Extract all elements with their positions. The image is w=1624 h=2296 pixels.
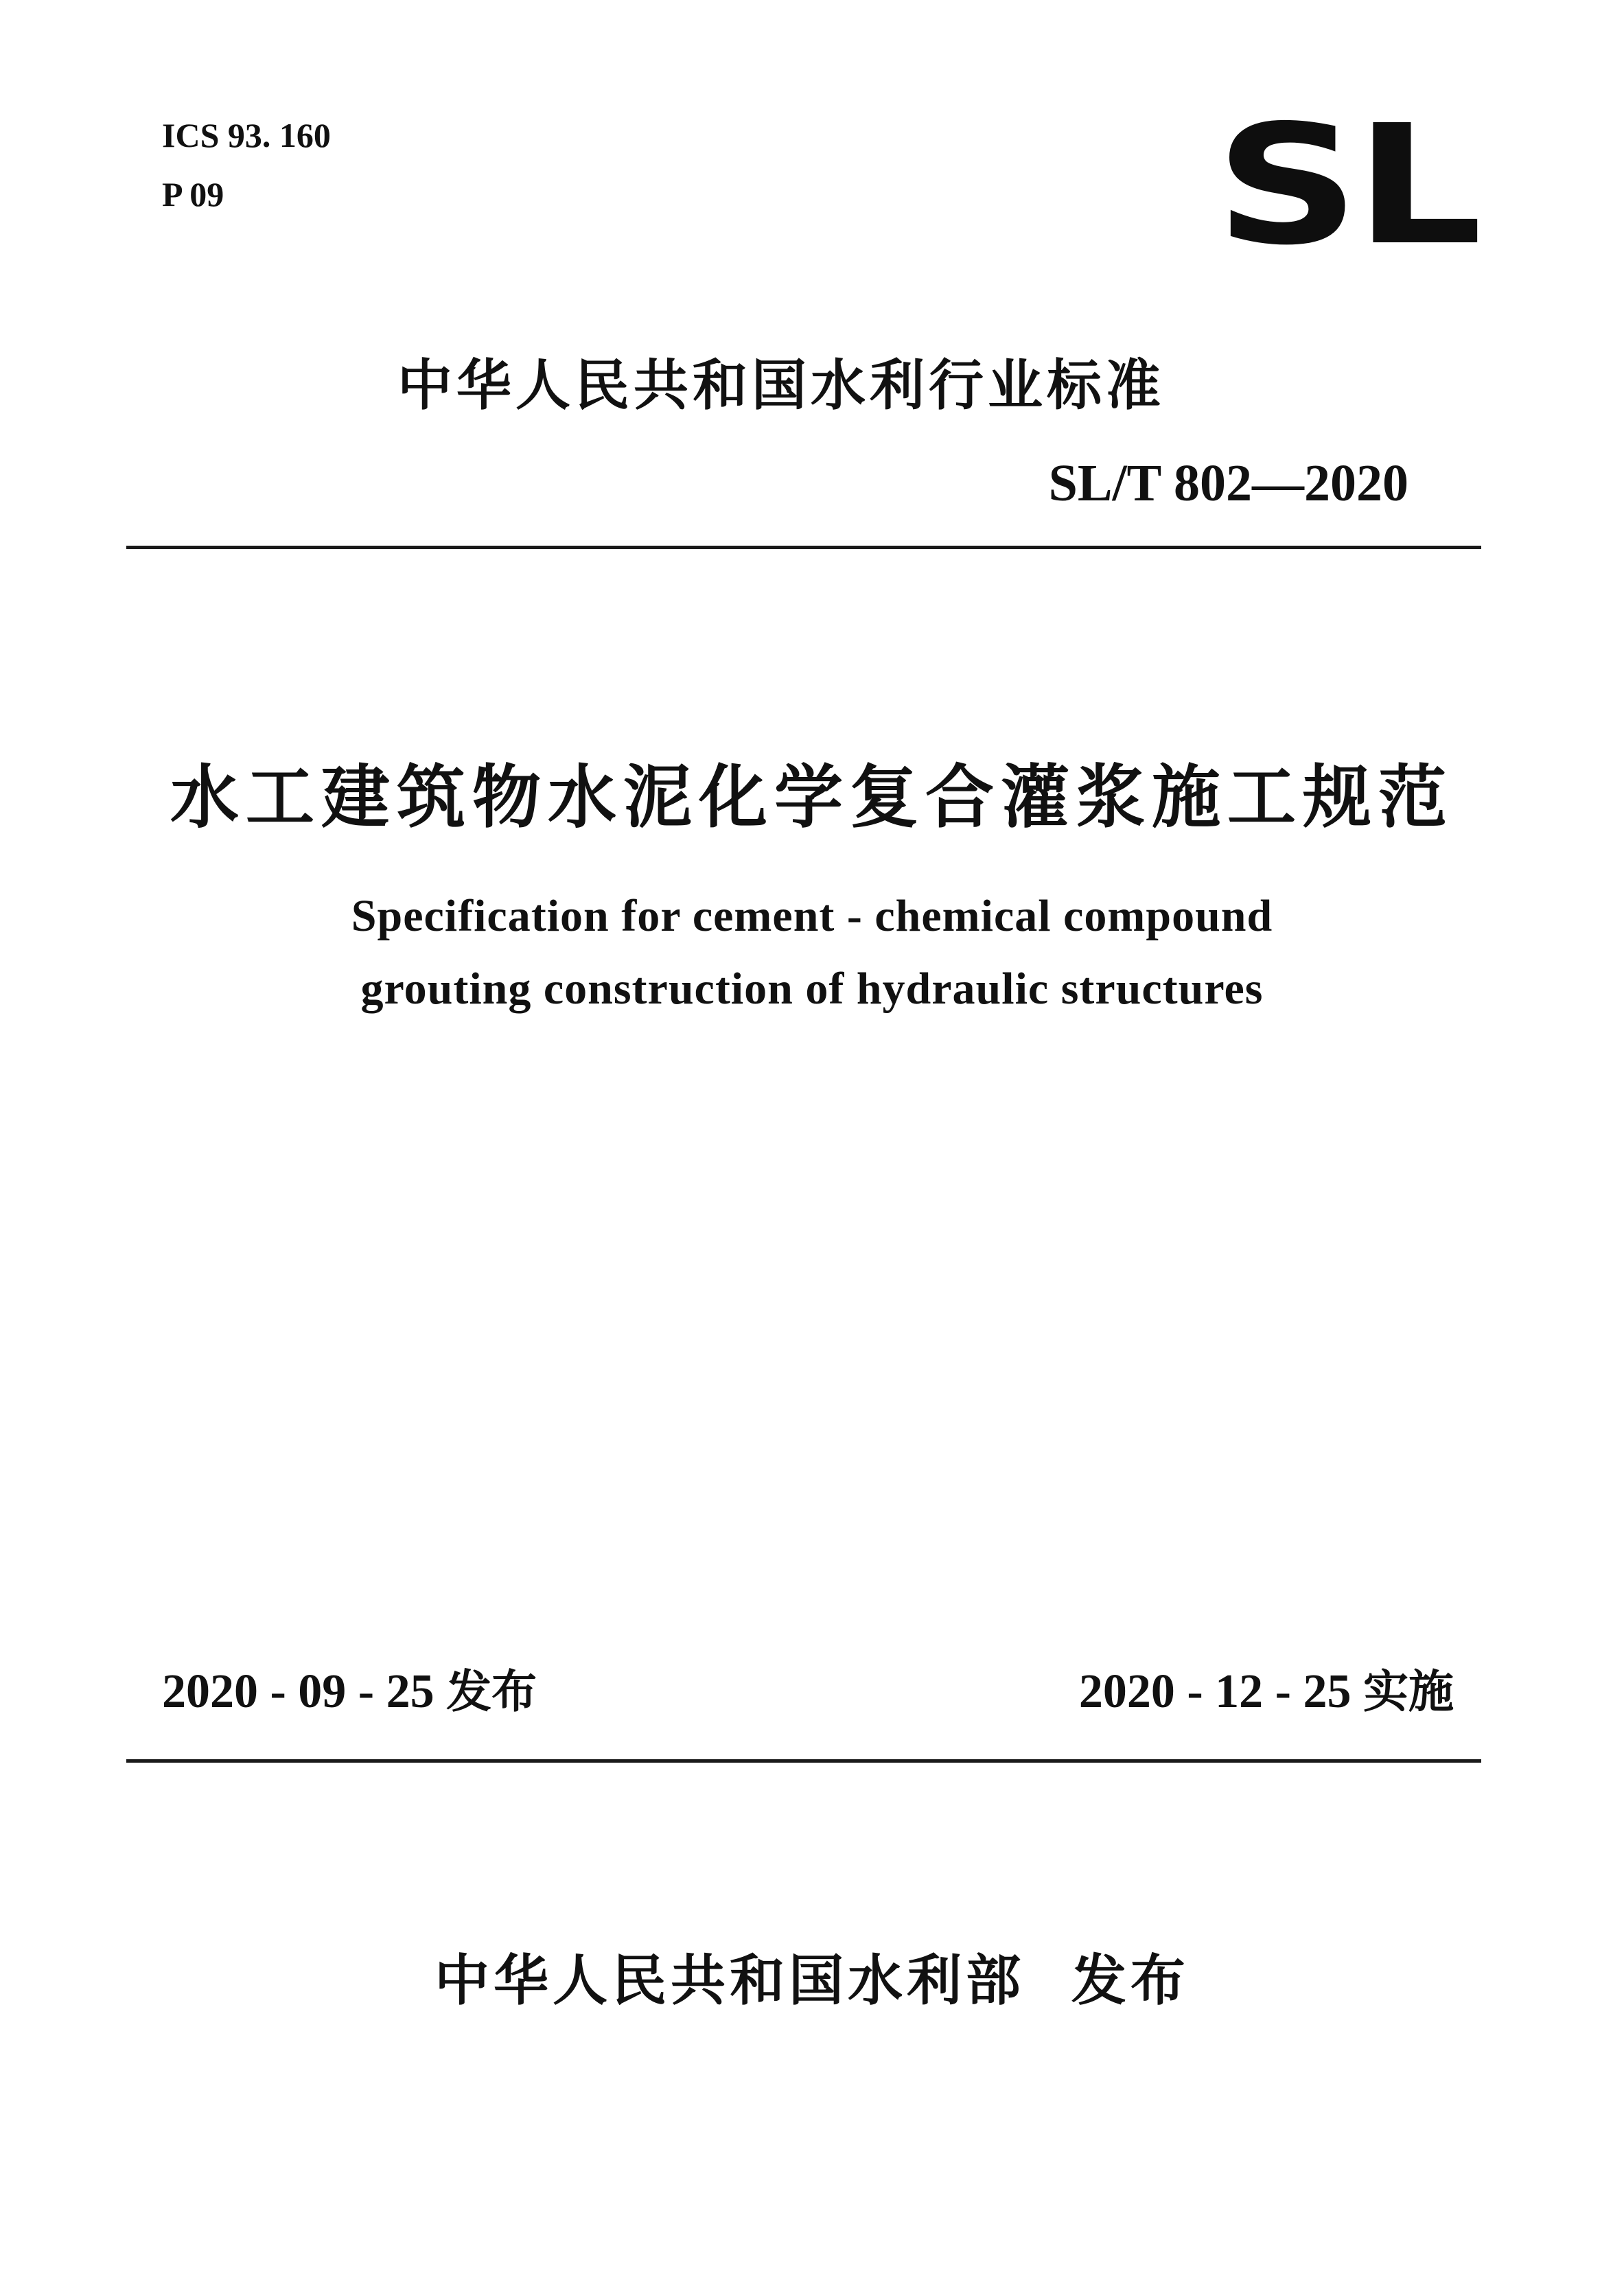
publisher-line	[0, 1949, 1624, 2013]
standard-type-title: 中华人民共和国水利行业标准	[397, 353, 1165, 417]
standard-number: SL/T 802—2020	[1048, 454, 1408, 512]
effective-label: 实施	[1363, 1665, 1454, 1718]
issue-date-block	[162, 1665, 537, 1718]
title-chinese: 水工建筑物水泥化学复合灌浆施工规范	[170, 757, 1454, 837]
publisher-name: 中华人民共和国水利部	[434, 1949, 1025, 2013]
sl-logo: SL	[1215, 89, 1478, 281]
title-english-line-2: grouting construction of hydraulic structures	[360, 964, 1264, 1014]
ics-code: ICS 93. 160	[162, 116, 331, 154]
classification-code: P 09	[162, 175, 224, 213]
bottom-divider	[126, 1759, 1481, 1763]
effective-date: 2020 - 12 - 25	[1078, 1665, 1352, 1718]
issue-date: 2020 - 09 - 25	[162, 1665, 434, 1718]
publisher-action: 发布	[1071, 1949, 1190, 2013]
issue-label: 发布	[446, 1665, 537, 1718]
effective-date-block	[1078, 1665, 1454, 1718]
top-divider	[126, 546, 1481, 549]
title-english-line-1: Specification for cement - chemical compound	[351, 891, 1273, 941]
